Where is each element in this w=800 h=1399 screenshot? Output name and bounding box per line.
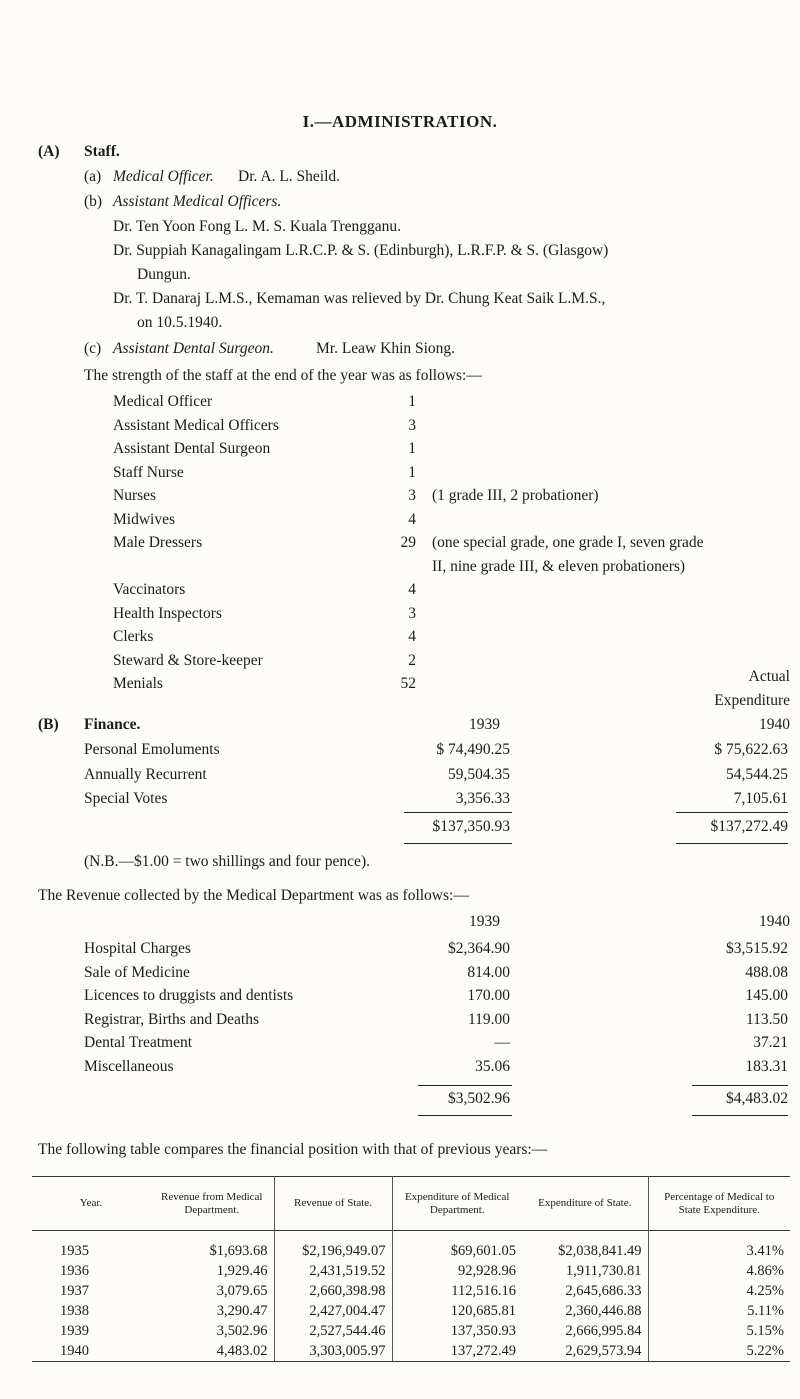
finance-1940: 7,105.61 — [733, 790, 788, 807]
table-row — [32, 1281, 790, 1301]
section-label-a: (A) — [38, 143, 60, 160]
revenue-item: Hospital Charges — [84, 940, 191, 957]
cell-revenue-medical: 3,290.47 — [216, 1303, 268, 1319]
header-year: Year. — [79, 1197, 103, 1209]
cell-expenditure-state: 2,360,446.88 — [565, 1303, 642, 1319]
comparison-intro: The following table compares the financial position with that of previous years:— — [38, 1141, 548, 1158]
strength-intro: The strength of the staff at the end of the year was as follows:— — [84, 367, 482, 384]
finance-total-1940: $137,272.49 — [710, 818, 788, 835]
revenue-1939: 119.00 — [467, 1010, 510, 1028]
revenue-1940: 145.00 — [745, 987, 788, 1004]
cell-year: 1937 — [60, 1283, 89, 1299]
cell-expenditure-state: 2,666,995.84 — [565, 1323, 642, 1339]
finance-1940: $ 75,622.63 — [714, 741, 788, 758]
table-row — [32, 1231, 790, 1262]
header-revenue-state: Revenue of State. — [274, 1177, 392, 1231]
cell-percentage: 4.25% — [648, 1281, 790, 1301]
finance-total-underline-1940 — [676, 843, 788, 844]
cell-expenditure-state: $2,038,841.49 — [558, 1243, 642, 1259]
cell-expenditure-state: 1,911,730.81 — [565, 1263, 642, 1279]
amo-line: on 10.5.1940. — [137, 314, 223, 331]
strength-post: Male Dressers — [113, 534, 203, 551]
revenue-1940: 113.50 — [745, 1010, 788, 1028]
cell-expenditure-medical: 120,685.81 — [392, 1301, 522, 1321]
cell-revenue-medical: 1,929.46 — [216, 1263, 268, 1279]
finance-total-1939: $137,350.93 — [432, 818, 510, 835]
dental-surgeon-role: Assistant Dental Surgeon. — [113, 340, 274, 357]
table-row — [32, 1261, 790, 1281]
finance-item: Annually Recurrent — [84, 765, 207, 783]
revenue-total-1940: $4,483.02 — [726, 1090, 788, 1107]
cell-percentage: 5.22% — [648, 1341, 790, 1362]
cell-revenue-medical: $1,693.68 — [209, 1243, 268, 1259]
cell-revenue-state: 2,527,544.46 — [274, 1321, 392, 1341]
finance-1939: 59,504.35 — [448, 765, 510, 783]
revenue-item: Registrar, Births and Deaths — [84, 1010, 260, 1028]
revenue-col-1940: 1940 — [759, 913, 790, 930]
cell-year: 1936 — [60, 1263, 89, 1279]
medical-officer-name: Dr. A. L. Sheild. — [238, 168, 341, 185]
revenue-total-rule-1939 — [418, 1085, 512, 1086]
strength-count: 1 — [408, 393, 416, 410]
revenue-1940: 37.21 — [753, 1034, 788, 1051]
finance-col-1940-a: Actual — [748, 668, 790, 685]
strength-count: 1 — [408, 440, 416, 457]
comparison-table — [32, 1176, 790, 1362]
cell-revenue-state: 3,303,005.97 — [274, 1341, 392, 1362]
strength-post: Assistant Dental Surgeon — [113, 440, 271, 457]
cell-expenditure-medical: 112,516.16 — [392, 1281, 522, 1301]
cell-year: 1935 — [60, 1243, 89, 1259]
strength-post: Steward & Store-keeper — [113, 651, 263, 669]
cell-expenditure-medical: 92,928.96 — [392, 1261, 522, 1281]
cell-expenditure-state: 2,629,573.94 — [522, 1341, 648, 1362]
cell-revenue-medical: 4,483.02 — [150, 1341, 274, 1362]
revenue-1939: 170.00 — [467, 987, 510, 1004]
table-row — [32, 1301, 790, 1321]
cell-revenue-state: $2,196,949.07 — [274, 1231, 392, 1262]
strength-count: 1 — [408, 463, 416, 481]
amo-line: Dr. T. Danaraj L.M.S., Kemaman was relieved by Dr. Chung Keat Saik L.M.S., — [113, 290, 606, 307]
finance-total-underline-1939 — [404, 843, 512, 844]
revenue-col-1939: 1939 — [469, 913, 500, 930]
strength-post: Health Inspectors — [113, 604, 222, 622]
strength-count: 29 — [400, 534, 416, 551]
revenue-intro: The Revenue collected by the Medical Department was as follows:— — [38, 887, 469, 904]
cell-percentage: 3.41% — [648, 1231, 790, 1262]
strength-count: 4 — [408, 510, 416, 528]
finance-col-1940-c: 1940 — [759, 716, 790, 733]
item-label-c: (c) — [84, 340, 102, 357]
finance-item: Special Votes — [84, 790, 168, 807]
header-expenditure-state: Expenditure of State. — [538, 1197, 632, 1209]
revenue-total-underline-1939 — [418, 1115, 512, 1116]
finance-1939: 3,356.33 — [455, 790, 510, 807]
revenue-total-rule-1940 — [692, 1085, 788, 1086]
strength-post: Assistant Medical Officers — [113, 416, 279, 434]
cell-percentage: 4.86% — [648, 1261, 790, 1281]
assistant-medical-officers-role: Assistant Medical Officers. — [113, 193, 282, 210]
revenue-1940: 488.08 — [745, 963, 788, 981]
revenue-1939: $2,364.90 — [448, 940, 510, 957]
revenue-total-underline-1940 — [692, 1115, 788, 1116]
cell-year: 1939 — [60, 1323, 89, 1339]
item-label-a: (a) — [84, 168, 102, 185]
strength-count: 3 — [408, 416, 416, 434]
staff-heading: Staff. — [84, 143, 120, 160]
strength-count: 52 — [400, 675, 416, 692]
cell-percentage: 5.15% — [648, 1321, 790, 1341]
strength-note: (1 grade III, 2 probationer) — [432, 487, 599, 504]
cell-expenditure-medical: 137,350.93 — [392, 1321, 522, 1341]
cell-expenditure-state: 2,645,686.33 — [565, 1283, 642, 1299]
cell-revenue-state: 2,431,519.52 — [274, 1261, 392, 1281]
finance-total-rule-1940 — [676, 812, 788, 813]
item-label-b: (b) — [84, 193, 103, 210]
finance-1940: 54,544.25 — [726, 765, 788, 783]
cell-year: 1940 — [32, 1341, 150, 1362]
strength-count: 4 — [408, 581, 416, 598]
revenue-1940: 183.31 — [745, 1057, 788, 1075]
page-title: I.—ADMINISTRATION. — [302, 112, 498, 131]
dental-surgeon-name: Mr. Leaw Khin Siong. — [316, 340, 456, 357]
revenue-1940: $3,515.92 — [726, 940, 788, 957]
amo-line: Dr. Suppiah Kanagalingam L.R.C.P. & S. (Edinburgh), L.R.F.P. & S. (Glasgow) — [113, 242, 609, 259]
finance-col-1939: 1939 — [469, 716, 500, 733]
revenue-1939: 35.06 — [475, 1057, 510, 1075]
medical-officer-role: Medical Officer. — [113, 168, 214, 185]
amo-line: Dungun. — [137, 266, 191, 283]
strength-count: 3 — [408, 487, 416, 504]
currency-note: (N.B.—$1.00 = two shillings and four pence). — [84, 853, 370, 870]
cell-expenditure-medical: $69,601.05 — [392, 1231, 522, 1262]
strength-post: Midwives — [113, 510, 175, 528]
cell-revenue-state: 2,660,398.98 — [274, 1281, 392, 1301]
strength-note: (one special grade, one grade I, seven grade — [432, 534, 704, 551]
strength-note: II, nine grade III, & eleven probationers) — [432, 557, 686, 575]
strength-post: Nurses — [113, 487, 157, 504]
strength-post: Staff Nurse — [113, 463, 184, 481]
revenue-item: Miscellaneous — [84, 1057, 174, 1075]
revenue-item: Licences to druggists and dentists — [84, 987, 294, 1004]
header-expenditure-medical: Expenditure of Medical Department. — [392, 1177, 522, 1231]
table-row — [32, 1321, 790, 1341]
cell-percentage: 5.11% — [648, 1301, 790, 1321]
strength-count: 3 — [408, 604, 416, 622]
finance-col-1940-b: Expenditure — [714, 692, 790, 709]
revenue-item: Sale of Medicine — [84, 963, 190, 981]
strength-post: Medical Officer — [113, 393, 213, 410]
header-revenue-medical: Revenue from Medical Department. — [161, 1190, 263, 1216]
cell-revenue-medical: 3,502.96 — [216, 1323, 268, 1339]
revenue-item: Dental Treatment — [84, 1034, 193, 1051]
strength-post: Vaccinators — [113, 581, 186, 598]
section-label-b: (B) — [38, 716, 59, 733]
revenue-total-1939: $3,502.96 — [448, 1090, 510, 1107]
header-percentage: Percentage of Medical to State Expenditure. — [648, 1177, 790, 1231]
finance-heading: Finance. — [84, 716, 141, 733]
finance-total-rule-1939 — [404, 812, 512, 813]
amo-line: Dr. Ten Yoon Fong L. M. S. Kuala Trengganu. — [113, 218, 401, 235]
revenue-1939: 814.00 — [467, 963, 510, 981]
strength-count: 4 — [408, 628, 416, 645]
finance-item: Personal Emoluments — [84, 741, 220, 758]
cell-revenue-state: 2,427,004.47 — [274, 1301, 392, 1321]
cell-revenue-medical: 3,079.65 — [216, 1283, 268, 1299]
table-row — [32, 1341, 790, 1362]
strength-post: Clerks — [113, 628, 154, 645]
revenue-1939: — — [494, 1034, 510, 1051]
comparison-header-row — [32, 1177, 790, 1231]
finance-1939: $ 74,490.25 — [436, 741, 510, 758]
strength-count: 2 — [408, 651, 416, 669]
cell-expenditure-medical: 137,272.49 — [392, 1341, 522, 1362]
strength-post: Menials — [113, 675, 163, 692]
cell-year: 1938 — [60, 1303, 89, 1319]
